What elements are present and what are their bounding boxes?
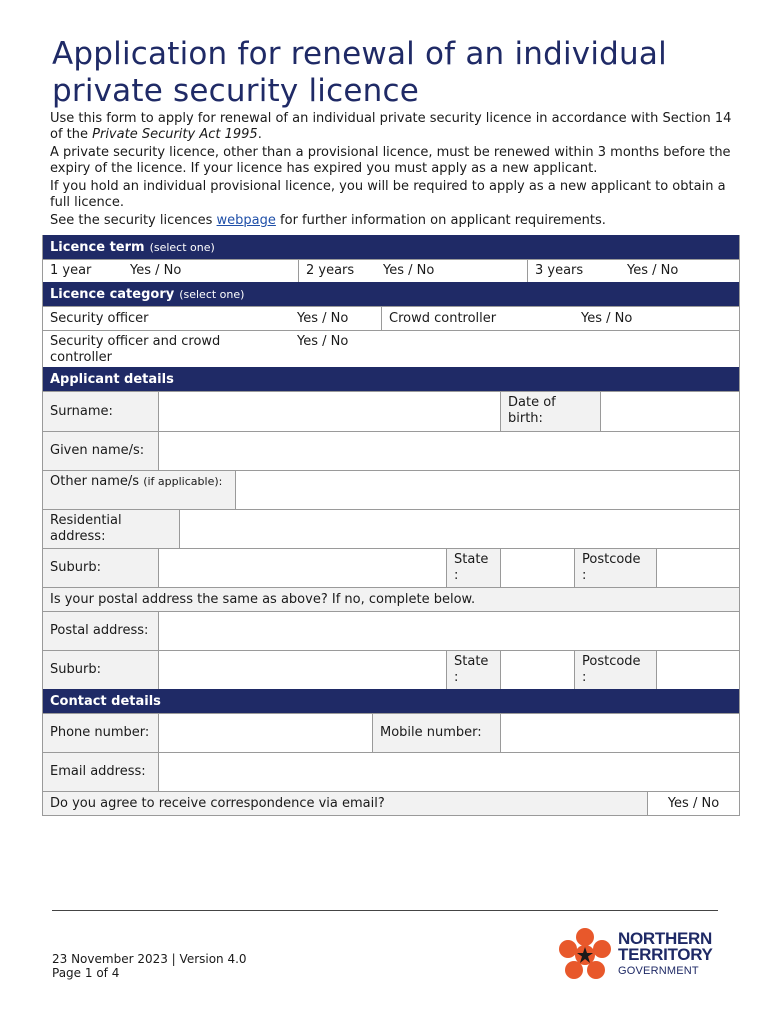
postal-label: Postal address: xyxy=(43,612,159,650)
nt-government-logo xyxy=(556,926,724,984)
category-crowd-controller-choice[interactable]: Yes / No xyxy=(581,310,633,326)
contact-details-heading: Contact details xyxy=(50,693,161,709)
phone-label: Phone number: xyxy=(43,714,159,752)
footer-divider xyxy=(52,910,718,911)
other-names-label xyxy=(43,471,236,509)
term-2-years-choice[interactable]: Yes / No xyxy=(383,263,435,278)
other-names-field[interactable] xyxy=(236,471,739,509)
mobile-label: Mobile number: xyxy=(373,714,501,752)
residential-field[interactable] xyxy=(180,510,739,548)
dob-label: Date of birth: xyxy=(501,392,601,431)
intro-p1-end: . xyxy=(257,127,262,142)
residential-label: Residential address: xyxy=(43,510,180,548)
mobile-field[interactable] xyxy=(501,714,739,752)
dob-field[interactable] xyxy=(601,392,739,431)
licence-category-header xyxy=(43,282,739,306)
postal-question-row xyxy=(43,587,739,611)
postal-question: Is your postal address the same as above? If no, complete below. xyxy=(50,591,476,607)
licence-category-heading: Licence category xyxy=(50,286,175,302)
postal-suburb-label: Suburb: xyxy=(43,651,159,689)
term-2-years[interactable] xyxy=(299,260,528,282)
term-3-years-label: 3 years xyxy=(535,263,584,278)
term-3-years[interactable] xyxy=(528,260,739,282)
postal-state-field[interactable] xyxy=(501,651,575,689)
suburb-label: Suburb: xyxy=(43,549,159,587)
act-name: Private Security Act 1995 xyxy=(92,127,258,142)
residential-row xyxy=(43,509,739,548)
postal-field[interactable] xyxy=(159,612,739,650)
logo-line-3: GOVERNMENT xyxy=(618,965,699,977)
email-field[interactable] xyxy=(159,753,739,791)
licence-term-note: (select one) xyxy=(149,240,215,254)
term-2-years-label: 2 years xyxy=(306,263,355,278)
email-label: Email address: xyxy=(43,753,159,791)
other-names-text: Other name/s xyxy=(50,474,144,489)
postcode-label: Postcode : xyxy=(575,549,657,587)
email-consent-row xyxy=(43,791,739,815)
applicant-details-heading: Applicant details xyxy=(50,371,174,387)
intro-p4-text: See the security licences xyxy=(50,213,217,228)
applicant-details-header xyxy=(43,367,739,391)
state-label: State : xyxy=(447,549,501,587)
category-row-1 xyxy=(43,306,739,330)
postal-suburb-field[interactable] xyxy=(159,651,447,689)
email-consent-question: Do you agree to receive correspondence via email? xyxy=(43,792,648,815)
given-names-row xyxy=(43,431,739,470)
email-consent-choice[interactable]: Yes / No xyxy=(667,795,720,811)
given-names-field[interactable] xyxy=(159,432,739,470)
intro-text xyxy=(50,111,740,231)
licence-term-row xyxy=(43,259,739,282)
footer-date-version: 23 November 2023 | Version 4.0 xyxy=(52,952,247,966)
footer-page-number: Page 1 of 4 xyxy=(52,966,120,980)
webpage-link[interactable]: webpage xyxy=(216,213,276,228)
postal-state-label: State : xyxy=(447,651,501,689)
contact-details-header xyxy=(43,689,739,713)
licence-term-header xyxy=(43,235,739,259)
phone-field[interactable] xyxy=(159,714,373,752)
postal-postcode-field[interactable] xyxy=(657,651,739,689)
application-form xyxy=(42,235,740,816)
postal-row xyxy=(43,611,739,650)
nt-flower-icon xyxy=(556,926,618,984)
term-1-year[interactable] xyxy=(43,260,299,282)
phone-row xyxy=(43,713,739,752)
licence-category-note: (select one) xyxy=(179,287,245,301)
intro-paragraph-4 xyxy=(50,213,740,229)
category-row-2 xyxy=(43,330,739,367)
surname-label: Surname: xyxy=(43,392,159,431)
logo-line-2: TERRITORY xyxy=(618,945,713,964)
surname-field[interactable] xyxy=(159,392,501,431)
suburb-field[interactable] xyxy=(159,549,447,587)
term-3-years-choice[interactable]: Yes / No xyxy=(627,263,679,278)
term-1-year-label: 1 year xyxy=(50,263,92,278)
intro-p4-end: for further information on applicant requirements. xyxy=(275,213,606,228)
postal-suburb-row xyxy=(43,650,739,689)
postcode-field[interactable] xyxy=(657,549,739,587)
category-security-officer-label: Security officer xyxy=(50,310,149,326)
intro-paragraph-3: If you hold an individual provisional licence, you will be required to apply as a new applicant to obtain a full licence. xyxy=(50,179,726,210)
category-security-officer-choice[interactable]: Yes / No xyxy=(290,307,382,330)
logo-wordmark xyxy=(618,931,713,979)
page-title: Application for renewal of an individual private security licence xyxy=(52,36,667,109)
intro-paragraph-2: A private security licence, other than a provisional licence, must be renewed within 3 months before the expiry of the licence. If your licence has expired you must apply as a new applicant. xyxy=(50,145,731,176)
category-both-label: Security officer and crowd controller xyxy=(50,334,221,365)
postal-postcode-label: Postcode : xyxy=(575,651,657,689)
intro-paragraph-1 xyxy=(50,111,740,143)
other-names-row xyxy=(43,470,739,509)
suburb-row xyxy=(43,548,739,587)
intro-p1-text: Use this form to apply for renewal of an individual private security licence in accordance with Section 14 of the xyxy=(50,111,732,142)
term-1-year-choice[interactable]: Yes / No xyxy=(130,263,182,278)
licence-term-heading: Licence term xyxy=(50,239,145,255)
email-row xyxy=(43,752,739,791)
given-names-label: Given name/s: xyxy=(43,432,159,470)
logo-line-1: NORTHERN xyxy=(618,929,712,948)
surname-row xyxy=(43,391,739,431)
other-names-note: (if applicable): xyxy=(143,475,223,488)
footer xyxy=(52,952,247,980)
state-field[interactable] xyxy=(501,549,575,587)
category-crowd-controller-label: Crowd controller xyxy=(389,310,497,326)
category-both-choice[interactable]: Yes / No xyxy=(297,334,349,349)
